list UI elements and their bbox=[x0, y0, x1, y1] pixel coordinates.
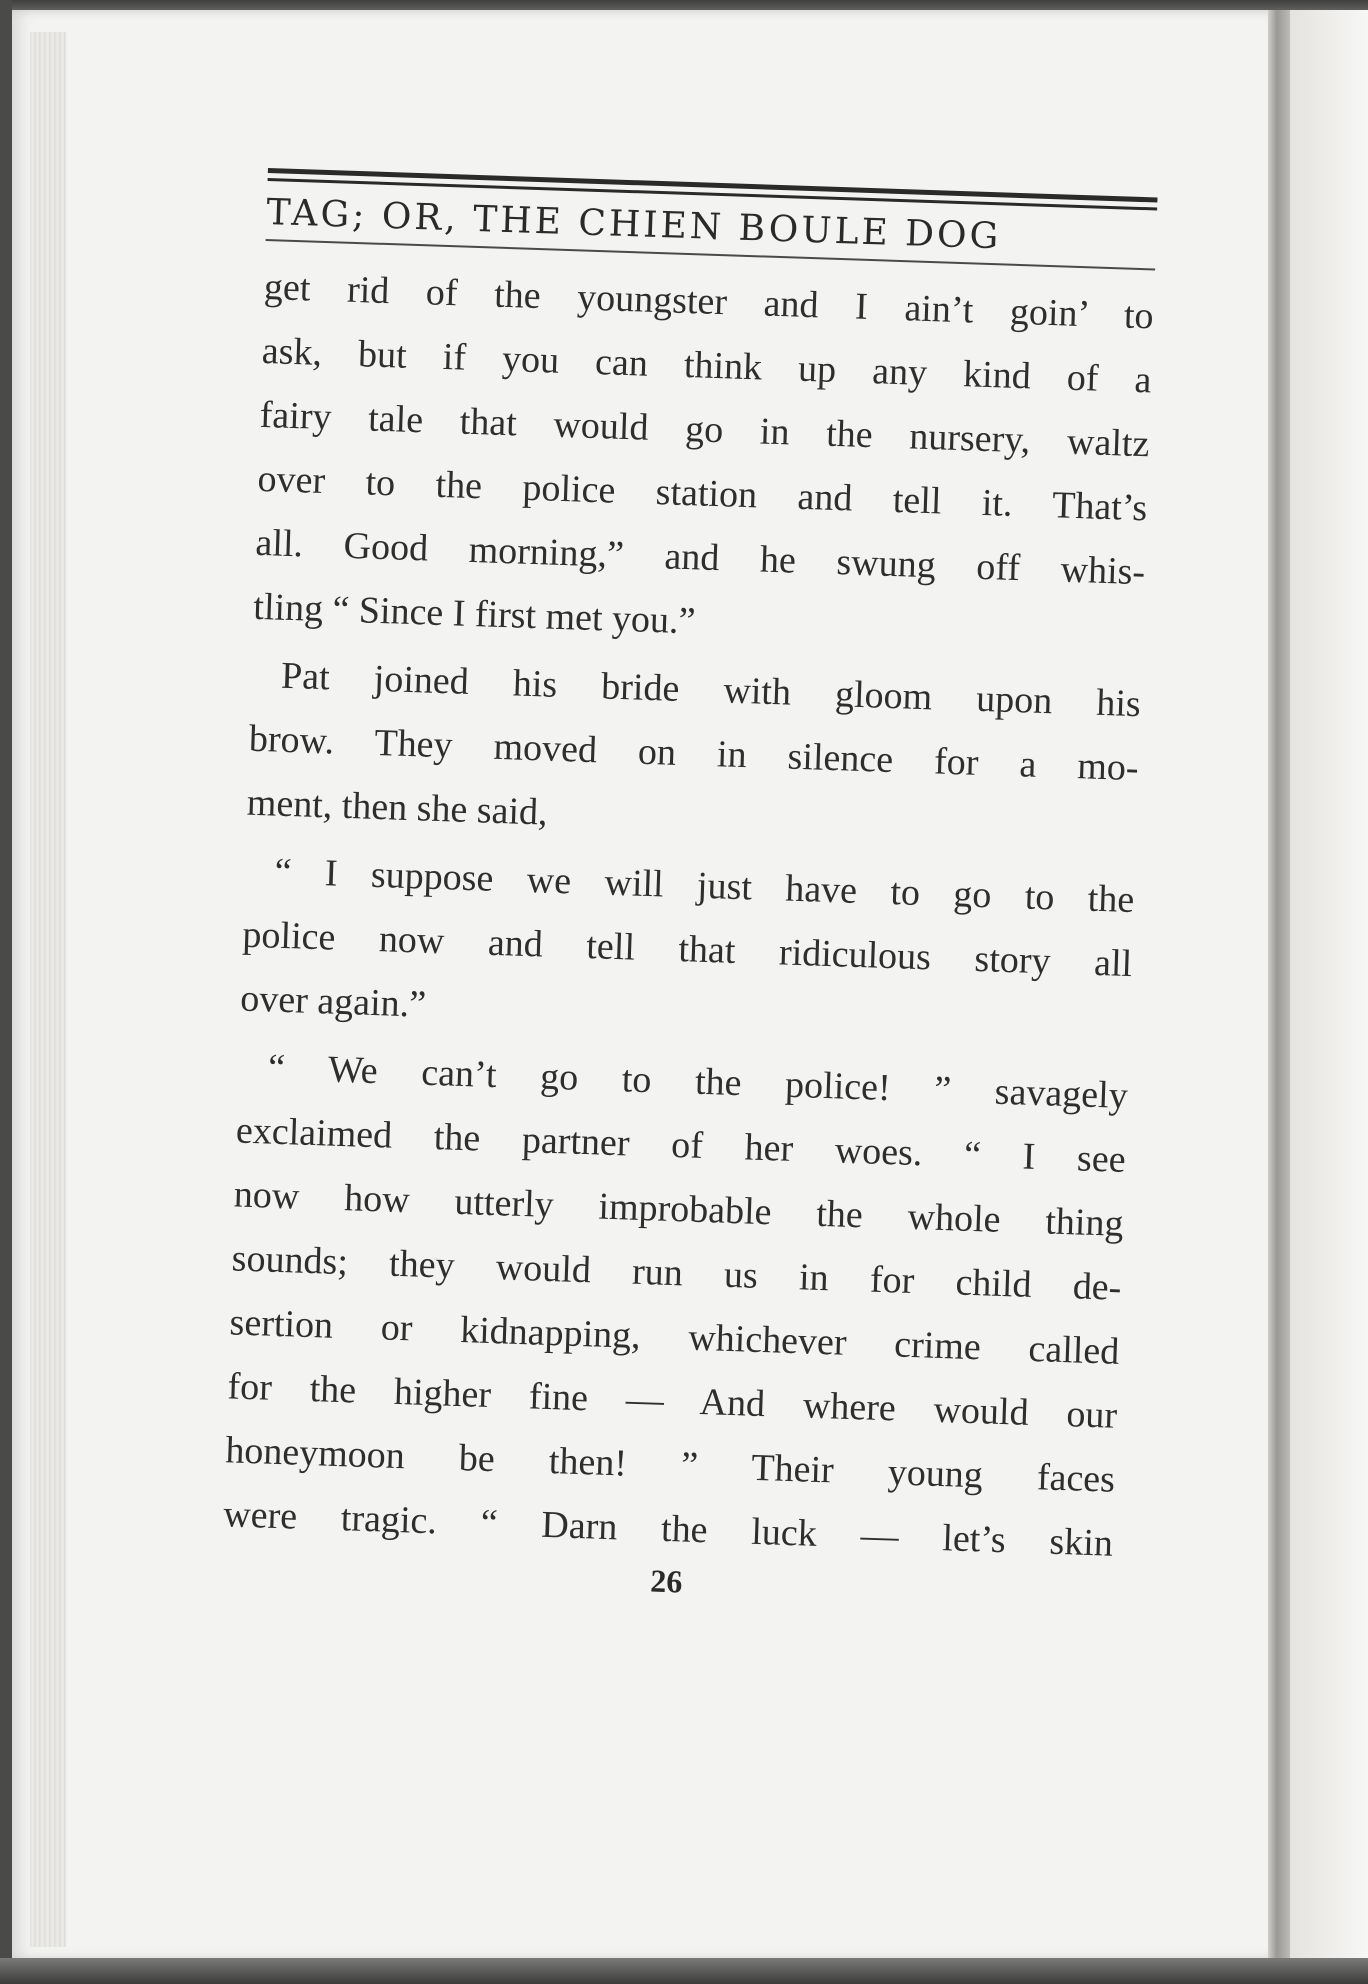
text-line: “ I suppose we will just have to go to the bbox=[273, 850, 1135, 922]
running-head: TAG; OR, THE CHIEN BOULE DOG bbox=[265, 191, 1002, 258]
text-line: tling “ Since I first met you.” bbox=[252, 585, 697, 643]
body-text bbox=[222, 255, 1154, 1576]
scan-frame-left bbox=[0, 0, 12, 1984]
book-gutter bbox=[1268, 10, 1290, 1960]
facing-page bbox=[1290, 10, 1368, 1960]
scan-frame-bottom bbox=[0, 1958, 1368, 1984]
paragraph bbox=[239, 839, 1135, 1060]
paragraph bbox=[246, 643, 1142, 864]
text-line: over again.” bbox=[239, 977, 427, 1026]
text-line: now how utterly improbable the whole thing bbox=[233, 1173, 1125, 1245]
paragraph bbox=[222, 1035, 1128, 1576]
text-line: get rid of the youngster and I ain’t goin’ to bbox=[263, 265, 1155, 338]
text-line: exclaimed the partner of her woes. “ I see bbox=[235, 1109, 1127, 1181]
text-line: ask, but if you can think up any kind of a bbox=[261, 329, 1153, 402]
text-line: all. Good morning,” and he swung off whis- bbox=[254, 521, 1146, 594]
text-line: brow. They moved on in silence for a mo- bbox=[248, 717, 1140, 790]
text-line: fairy tale that would go in the nursery, waltz bbox=[259, 393, 1151, 466]
text-line: police now and tell that ridiculous story all bbox=[241, 913, 1133, 986]
paragraph bbox=[252, 255, 1154, 668]
page-content bbox=[221, 168, 1158, 1615]
text-line: sounds; they would run us in for child de- bbox=[231, 1237, 1123, 1309]
text-line: Pat joined his bride with gloom upon his bbox=[280, 654, 1142, 726]
page-number: 26 bbox=[649, 1562, 683, 1600]
text-line: over to the police station and tell it. That’s bbox=[256, 457, 1148, 530]
text-line: “ We can’t go to the police! ” savagely bbox=[267, 1046, 1129, 1118]
text-line: were tragic. “ Darn the luck — let’s skin bbox=[222, 1493, 1114, 1565]
text-line: for the higher fine — And where would our bbox=[226, 1365, 1118, 1437]
text-line: sertion or kidnapping, whichever crime called bbox=[229, 1301, 1120, 1373]
text-line: honeymoon be then! ” Their young faces bbox=[224, 1429, 1116, 1501]
text-line: ment, then she said, bbox=[246, 781, 549, 834]
page-edges bbox=[30, 32, 66, 1947]
